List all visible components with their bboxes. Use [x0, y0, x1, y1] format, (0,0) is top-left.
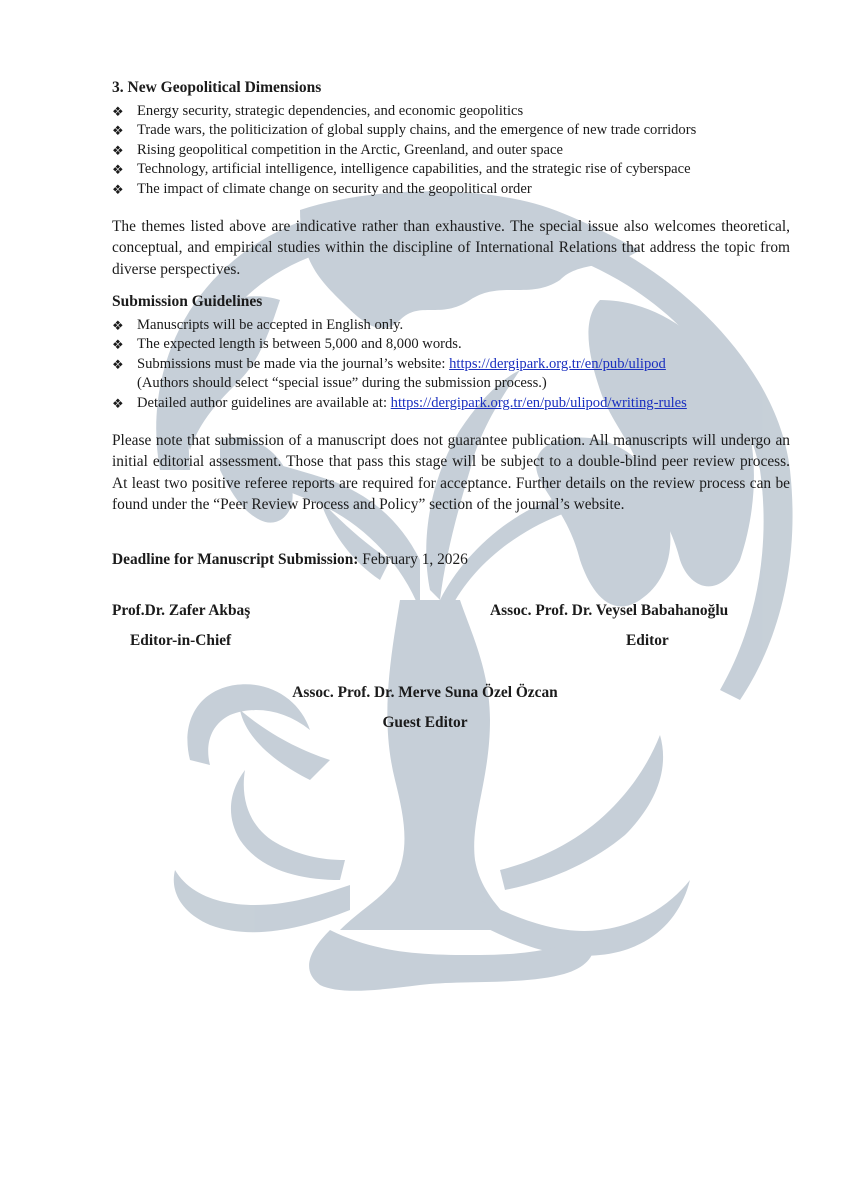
list-item: ❖ The expected length is between 5,000 and 8,000 words. [112, 335, 790, 355]
diamond-bullet-icon: ❖ [112, 123, 124, 139]
deadline-date: February 1, 2026 [362, 550, 468, 568]
editor-signature [490, 601, 790, 650]
list-item: ❖ Technology, artificial intelligence, intelligence capabilities, and the strategic rise of cyberspace [112, 160, 790, 180]
list-item: ❖ Submissions must be made via the journal’s website: https://dergipark.org.tr/en/pub/ulipod (Authors should select “special issue” during the submission process.) [112, 355, 666, 392]
submission-list [112, 316, 790, 414]
guest-editor-name: Assoc. Prof. Dr. Merve Suna Özel Özcan [292, 684, 558, 702]
diamond-bullet-icon: ❖ [112, 142, 124, 158]
list-item: ❖ Detailed author guidelines are available at: https://dergipark.org.tr/en/pub/ulipod/writing-rules [112, 394, 790, 414]
editor-in-chief-name: Prof.Dr. Zafer Akbaş [112, 602, 251, 620]
list-item: ❖ Rising geopolitical competition in the Arctic, Greenland, and outer space [112, 141, 790, 161]
section-heading-submission: Submission Guidelines [112, 293, 263, 311]
editor-name: Assoc. Prof. Dr. Veysel Babahanoğlu [490, 602, 729, 620]
section-heading-geopolitical: 3. New Geopolitical Dimensions [112, 79, 322, 96]
document-body [112, 78, 790, 732]
editor-in-chief-signature [112, 601, 302, 650]
list-item: ❖ The impact of climate change on security and the geopolitical order [112, 180, 790, 200]
diamond-bullet-icon: ❖ [112, 317, 124, 333]
diamond-bullet-icon: ❖ [112, 396, 124, 412]
diamond-bullet-icon: ❖ [112, 337, 124, 353]
guest-editor-role: Guest Editor [382, 713, 468, 731]
deadline-label: Deadline for Manuscript Submission: [112, 550, 359, 568]
editor-in-chief-role: Editor-in-Chief [130, 631, 232, 649]
guest-editor-signature [112, 683, 738, 732]
deadline-line [112, 550, 790, 570]
list-item: ❖ Energy security, strategic dependencies, and economic geopolitics [112, 102, 790, 122]
diamond-bullet-icon: ❖ [112, 356, 124, 372]
journal-website-link[interactable]: https://dergipark.org.tr/en/pub/ulipod [449, 355, 666, 372]
diamond-bullet-icon: ❖ [112, 181, 124, 197]
diamond-bullet-icon: ❖ [112, 162, 124, 178]
list-item: ❖ Manuscripts will be accepted in English only. [112, 316, 790, 336]
review-paragraph: Please note that submission of a manuscript does not guarantee publication. All manuscripts will undergo an initial editorial assessment. Those that pass this stage will be subject to a double-blind peer review process. At least two positive referee reports are required for acceptance. Further details on the review process can be found under the “Peer Review Process and Policy” section of the journal’s website. [112, 431, 790, 514]
editor-role: Editor [626, 631, 669, 649]
geopolitical-list [112, 102, 790, 200]
themes-paragraph: The themes listed above are indicative rather than exhaustive. The special issue also welcomes theoretical, conceptual, and empirical studies within the discipline of International Relations that address the topic from diverse perspectives. [112, 217, 790, 278]
list-item: ❖ Trade wars, the politicization of global supply chains, and the emergence of new trade corridors [112, 121, 790, 141]
author-guidelines-link[interactable]: https://dergipark.org.tr/en/pub/ulipod/writing-rules [390, 395, 687, 412]
editor-signatures [112, 601, 790, 661]
diamond-bullet-icon: ❖ [112, 103, 124, 119]
